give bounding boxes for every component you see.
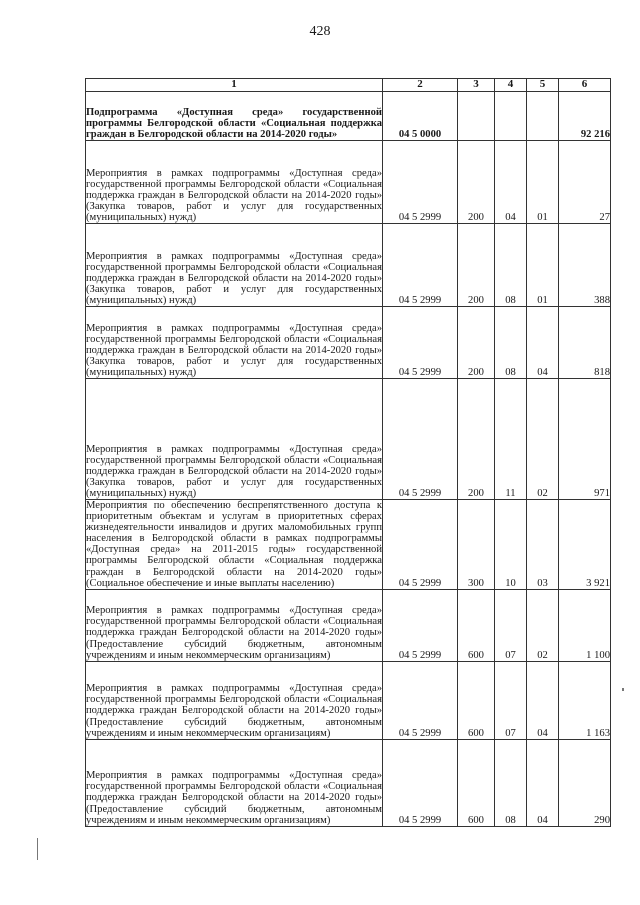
row-subsection: 02 (527, 379, 559, 500)
row-description: Мероприятия по обеспечению беспрепятственного доступа к приоритетным объектам и услугам в приоритетных сферах жизнедеятельности инвалидов и других маломобильных групп населения в Белгородской области в рамках подпрограммы «Доступная среда» на 2011-2015 годы» государственной программы Белгородской области «Социальная поддержка граждан в Белгородской области на 2014-2020 годы» (Социальное обеспечение и иные выплаты населению) (86, 500, 382, 589)
row-description: Мероприятия в рамках подпрограммы «Доступная среда» государственной программы Белгородской области «Социальная поддержка граждан в Белгородской области на 2014-2020 годы» (Закупка товаров, работ и услуг для государственных (муниципальных) нужд) (86, 307, 383, 379)
table-row (86, 589, 611, 661)
row-description: Мероприятия в рамках подпрограммы «Доступная среда» государственной программы Белгородской области «Социальная поддержка граждан в Белгородской области на 2014-2020 годы» (Закупка товаров, работ и услуг для государственных (муниципальных) нужд) (86, 379, 383, 500)
table-row (86, 307, 611, 379)
table-body (86, 79, 611, 827)
row-code: 04 5 2999 (383, 589, 458, 661)
budget-table (85, 78, 611, 827)
row-expense-type: 600 (458, 589, 495, 661)
row-expense-type: 600 (458, 739, 495, 826)
row-description: Мероприятия в рамках подпрограммы «Доступная среда» государственной программы Белгородской области «Социальная поддержка граждан Белгородской области на 2014-2020 годы» (Предоставление субсидий бюджетным, автономным учреждениям и иным некоммерческим организациям) (86, 589, 383, 661)
row-expense-type: 200 (458, 224, 495, 307)
scan-mark (37, 838, 38, 860)
table-row (86, 500, 611, 590)
row-description: Мероприятия в рамках подпрограммы «Доступная среда» государственной программы Белгородской области «Социальная поддержка граждан Белгородской области на 2014-2020 годы» (Предоставление субсидий бюджетным, автономным учреждениям и иным некоммерческим организациям) (86, 661, 383, 739)
row-description: Мероприятия в рамках подпрограммы «Доступная среда» государственной программы Белгородской области «Социальная поддержка граждан в Белгородской области на 2014-2020 годы» (Закупка товаров, работ и услуг для государственных (муниципальных) нужд) (86, 224, 383, 307)
row-subsection: 04 (527, 739, 559, 826)
row-code: 04 5 2999 (383, 224, 458, 307)
row-code: 04 5 0000 (383, 92, 458, 141)
row-expense-type: 300 (458, 500, 495, 590)
row-amount: 1 100 (559, 589, 611, 661)
row-code: 04 5 2999 (383, 141, 458, 224)
row-section: 07 (495, 589, 527, 661)
row-amount: 3 921 (559, 500, 611, 590)
scan-speck (622, 688, 624, 691)
row-amount: 818 (559, 307, 611, 379)
row-subsection: 01 (527, 141, 559, 224)
row-description: Подпрограмма «Доступная среда» государственной программы Белгородской области «Социальная поддержка граждан в Белгородской области на 2014-2020 годы» (86, 92, 383, 141)
row-section: 07 (495, 661, 527, 739)
row-code: 04 5 2999 (383, 307, 458, 379)
row-section: 10 (495, 500, 527, 590)
row-expense-type: 200 (458, 307, 495, 379)
row-section: 11 (495, 379, 527, 500)
row-expense-type: 600 (458, 661, 495, 739)
row-subsection: 04 (527, 307, 559, 379)
table-row (86, 661, 611, 739)
row-code: 04 5 2999 (383, 379, 458, 500)
row-subsection: 01 (527, 224, 559, 307)
header-cell: 1 (86, 79, 383, 92)
header-cell: 2 (383, 79, 458, 92)
table-row (86, 224, 611, 307)
table-row (86, 379, 611, 500)
row-code: 04 5 2999 (383, 661, 458, 739)
header-cell: 4 (495, 79, 527, 92)
row-code: 04 5 2999 (383, 739, 458, 826)
header-cell: 6 (559, 79, 611, 92)
row-subsection: 04 (527, 661, 559, 739)
row-section: 08 (495, 307, 527, 379)
row-description: Мероприятия в рамках подпрограммы «Доступная среда» государственной программы Белгородской области «Социальная поддержка граждан в Белгородской области на 2014-2020 годы» (Закупка товаров, работ и услуг для государственных (муниципальных) нужд) (86, 141, 383, 224)
row-section: 08 (495, 224, 527, 307)
table-row (86, 92, 611, 141)
row-amount: 27 (559, 141, 611, 224)
row-amount: 92 216 (559, 92, 611, 141)
row-amount: 290 (559, 739, 611, 826)
header-cell: 3 (458, 79, 495, 92)
row-expense-type: 200 (458, 379, 495, 500)
row-amount: 1 163 (559, 661, 611, 739)
row-expense-type: 200 (458, 141, 495, 224)
table-row (86, 141, 611, 224)
row-amount: 971 (559, 379, 611, 500)
page-number: 428 (309, 24, 331, 39)
row-code: 04 5 2999 (383, 500, 458, 590)
row-section: 08 (495, 739, 527, 826)
row-subsection: 02 (527, 589, 559, 661)
row-expense-type (458, 92, 495, 141)
row-section: 04 (495, 141, 527, 224)
row-subsection (527, 92, 559, 141)
header-cell: 5 (527, 79, 559, 92)
row-subsection: 03 (527, 500, 559, 590)
row-section (495, 92, 527, 141)
row-amount: 388 (559, 224, 611, 307)
row-description: Мероприятия в рамках подпрограммы «Доступная среда» государственной программы Белгородской области «Социальная поддержка граждан Белгородской области на 2014-2020 годы» (Предоставление субсидий бюджетным, автономным учреждениям и иным некоммерческим организациям) (86, 739, 383, 826)
table-row (86, 739, 611, 826)
header-row (86, 79, 611, 92)
